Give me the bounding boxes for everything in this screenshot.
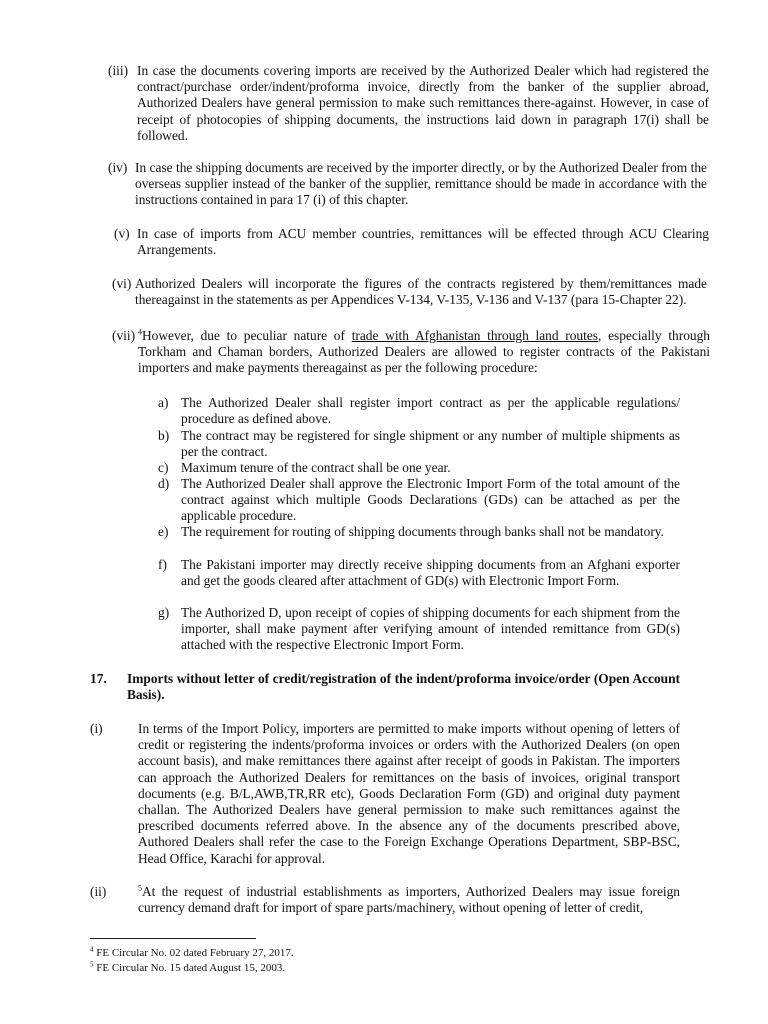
clause-text: Authorized Dealers will incorporate the figures of the contracts registered by them/remittances made thereagainst in the statements as per Appendices V-134, V-135, V-136 and V-137 (para 15-Chapter 22). — [135, 276, 707, 308]
procedure-text: The Authorized Dealer shall register import contract as per the applicable regulations/ procedure as defined above. — [181, 395, 680, 427]
clause-text: In case the shipping documents are received by the importer directly, or by the Authorized Dealer from the overseas supplier instead of the banker of the supplier, remittance should be made in accordance with the instructions contained in para 17 (i) of this chapter. — [135, 160, 707, 208]
procedure-item — [158, 605, 680, 654]
clause-label: (vii) — [112, 328, 136, 343]
clause-vi — [108, 276, 707, 308]
procedure-label: e) — [158, 524, 169, 539]
footnote — [90, 946, 294, 960]
procedure-item — [158, 460, 680, 476]
procedure-item — [158, 395, 680, 427]
clause-iii — [108, 63, 709, 144]
clause-vii — [108, 328, 710, 377]
procedure-text: The Pakistani importer may directly receive shipping documents from an Afghani exporter and get the goods cleared after attachment of GD(s) with Electronic Import Form. — [181, 557, 680, 589]
procedure-item — [158, 428, 680, 460]
underlined-phrase: trade with Afghanistan through land routes — [351, 328, 598, 343]
procedure-label: g) — [158, 605, 170, 620]
footnote — [90, 961, 285, 975]
clause-label: (vi) — [112, 276, 132, 291]
clause-text: In case the documents covering imports are received by the Authorized Dealer which had registered the contract/purchase order/indent/proforma invoice, directly from the banker of the supplier abroad, Authorized Dealers have general permission to make such remittances there-against. However, in case of receipt of photocopies of shipping documents, the instructions laid down in paragraph 17(i) shall be followed. — [137, 63, 709, 143]
footnote-divider — [90, 938, 256, 939]
clause-label: (iv) — [108, 160, 128, 175]
procedure-label: a) — [158, 395, 169, 410]
clause-text: $^4$However, due to peculiar nature of trade with Afghanistan through land routes, especially through Torkham and Chaman borders, Authorized Dealers are allowed to register contracts of the Pakistani importers and make payments thereagainst as per the following procedure: — [138, 327, 710, 376]
paragraph-label: (i) — [90, 721, 103, 736]
procedure-text: The requirement for routing of shipping documents through banks shall not be mandatory. — [181, 524, 664, 539]
clause-label: (iii) — [108, 63, 129, 78]
footnote-marker: 5 — [138, 883, 142, 893]
footnote-text: FE Circular No. 15 dated August 15, 2003. — [96, 962, 286, 974]
paragraph-ii — [90, 884, 680, 916]
procedure-item — [158, 557, 680, 589]
procedure-label: f) — [158, 557, 167, 572]
section-number: 17. — [90, 671, 107, 686]
procedure-text: The Authorized Dealer shall approve the Electronic Import Form of the total amount of the contract against which multiple Goods Declarations (GDs) can be attached as per the applicable procedure. — [181, 476, 680, 524]
section-heading — [90, 671, 680, 703]
procedure-item — [158, 476, 680, 525]
paragraph-i — [90, 721, 680, 867]
paragraph-label: (ii) — [90, 884, 107, 899]
clause-label: (v) — [114, 226, 130, 241]
footnote-marker: 4 — [138, 327, 142, 337]
section-title: Imports without letter of credit/registration of the indent/proforma invoice/order (Open Account Basis). — [127, 671, 680, 703]
paragraph-text: In terms of the Import Policy, importers are permitted to make imports without opening of letters of credit or registering the indents/proforma invoices or orders with the Authorized Dealers (on open account basis), and make remittances there against after receipt of goods in Pakistan. The importers can approach the Authorized Dealers for remittances on the basis of invoices, original transport documents (e.g. B/L,AWB,TR,RR etc), Goods Declaration Form (GD) and original duty payment challan. The Authorized Dealers have general permission to make such remittances against the prescribed documents referred above. In the absence any of the documents prescribed above, Authored Dealers shall refer the case to the Foreign Exchange Operations Department, SBP-BSC, Head Office, Karachi for approval. — [138, 721, 680, 866]
procedure-label: d) — [158, 476, 170, 491]
procedure-text: Maximum tenure of the contract shall be one year. — [181, 460, 451, 475]
procedure-text: The Authorized D, upon receipt of copies of shipping documents for each shipment from the importer, shall make payment after verifying amount of intended remittance from GD(s) attached with the respective Electronic Import Form. — [181, 605, 680, 653]
procedure-item — [158, 524, 680, 540]
procedure-text: The contract may be registered for single shipment or any number of multiple shipments as per the contract. — [181, 428, 680, 460]
footnote-text: FE Circular No. 02 dated February 27, 2017. — [96, 947, 294, 959]
clause-text: In case of imports from ACU member countries, remittances will be effected through ACU Clearing Arrangements. — [137, 226, 709, 258]
procedure-label: c) — [158, 460, 169, 475]
procedure-label: b) — [158, 428, 170, 443]
footnote-number: 5 — [90, 960, 94, 969]
clause-iv — [108, 160, 707, 209]
clause-v — [108, 226, 709, 258]
paragraph-text: $^5$At the request of industrial establishments as importers, Authorized Dealers may issue foreign currency demand draft for import of spare parts/machinery, without opening of letter of credit, — [138, 883, 680, 916]
footnote-number: 4 — [90, 945, 94, 954]
